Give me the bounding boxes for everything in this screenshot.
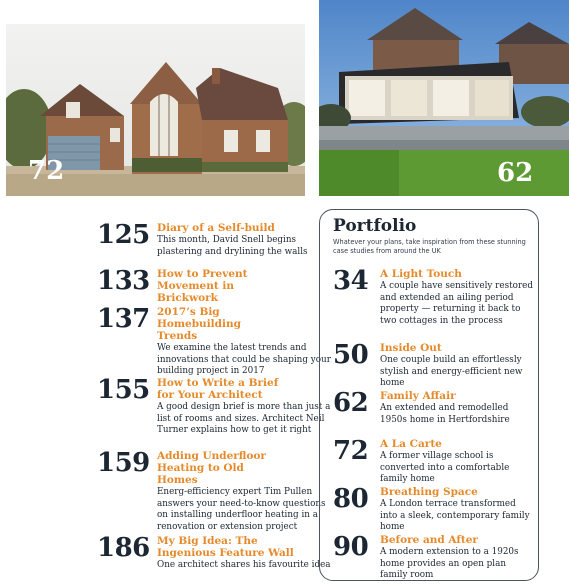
portfolio-item-description: A couple have sensitively restored and extended an ailing period property — returning it back to two cottages in the process <box>380 281 533 326</box>
portfolio-page-number: 62 <box>333 388 369 418</box>
portfolio-title: Portfolio <box>333 216 417 236</box>
entry-page-number: 137 <box>97 304 150 334</box>
contents-entry[interactable] <box>97 266 330 304</box>
contents-entry[interactable] <box>97 304 331 378</box>
portfolio-page-number: 90 <box>333 532 369 562</box>
entry-title[interactable]: How to Prevent Movement in Brickwork <box>157 268 248 304</box>
entry-description: One architect shares his favourite idea <box>157 560 331 570</box>
portfolio-item[interactable] <box>333 486 533 534</box>
entry-description: This month, David Snell begins plastering and drylining the walls <box>157 235 308 257</box>
entry-title[interactable]: My Big Idea: The Ingenious Feature Wall <box>157 535 294 559</box>
portfolio-item[interactable] <box>333 390 533 426</box>
photo-page-number: 62 <box>497 158 534 188</box>
portfolio-page-number: 34 <box>333 266 369 296</box>
portfolio-item[interactable] <box>333 342 533 390</box>
portfolio-item-title[interactable]: Family Affair <box>380 390 456 402</box>
photo-page-number: 72 <box>28 156 65 186</box>
portfolio-page-number: 72 <box>333 436 369 466</box>
contents-entry[interactable] <box>97 533 331 572</box>
portfolio-item-description: A former village school is converted into a comfortable family home <box>380 451 510 484</box>
portfolio-item[interactable] <box>333 534 533 582</box>
entry-page-number: 133 <box>97 266 150 296</box>
portfolio-item-title[interactable]: A La Carte <box>380 438 442 450</box>
portfolio-item[interactable] <box>333 268 533 327</box>
entry-page-number: 186 <box>97 533 150 563</box>
portfolio-item[interactable] <box>333 438 533 486</box>
entry-page-number: 125 <box>97 220 150 250</box>
portfolio-subtitle: Whatever your plans, take inspiration from these stunning case studies from around the UK <box>333 238 526 255</box>
entry-title[interactable]: Diary of a Self-build <box>157 222 275 234</box>
entry-title[interactable]: 2017’s Big Homebuilding Trends <box>157 306 241 342</box>
entry-description: We examine the latest trends and innovations that could be shaping your building project in 2017 <box>157 343 331 376</box>
entry-page-number: 155 <box>97 375 150 405</box>
entry-title[interactable]: How to Write a Brief for Your Architect <box>157 377 279 401</box>
portfolio-item-title[interactable]: Before and After <box>380 534 478 546</box>
portfolio-item-description: A modern extension to a 1920s home provides an open plan family room <box>380 547 519 580</box>
entry-page-number: 159 <box>97 448 150 478</box>
entry-description: A good design brief is more than just a list of rooms and sizes. Architect Neil Turner explains how to get it right <box>157 402 331 435</box>
portfolio-item-title[interactable]: Breathing Space <box>380 486 478 498</box>
portfolio-item-description: An extended and remodelled 1950s home in Hertfordshire <box>380 403 510 425</box>
portfolio-item-description: A London terrace transformed into a sleek, contemporary family home <box>380 499 530 532</box>
portfolio-page-number: 50 <box>333 340 369 370</box>
school-house-photo <box>6 24 305 196</box>
entry-description: Energ-efficiency expert Tim Pullen answers your need-to-know questions on installing underfloor heating in a renovation or extension project <box>157 487 326 532</box>
portfolio-item-title[interactable]: Inside Out <box>380 342 442 354</box>
contents-entry[interactable] <box>97 220 330 258</box>
contents-entry[interactable] <box>97 448 330 533</box>
portfolio-item-title[interactable]: A Light Touch <box>380 268 462 280</box>
portfolio-page-number: 80 <box>333 484 369 514</box>
contents-entry[interactable] <box>97 375 331 437</box>
portfolio-item-description: One couple build an effortlessly stylish and energy-efficient new home <box>380 355 523 388</box>
entry-title[interactable]: Adding Underfloor Heating to Old Homes <box>157 450 266 486</box>
extension-photo <box>319 0 569 196</box>
portfolio-panel <box>319 209 539 581</box>
